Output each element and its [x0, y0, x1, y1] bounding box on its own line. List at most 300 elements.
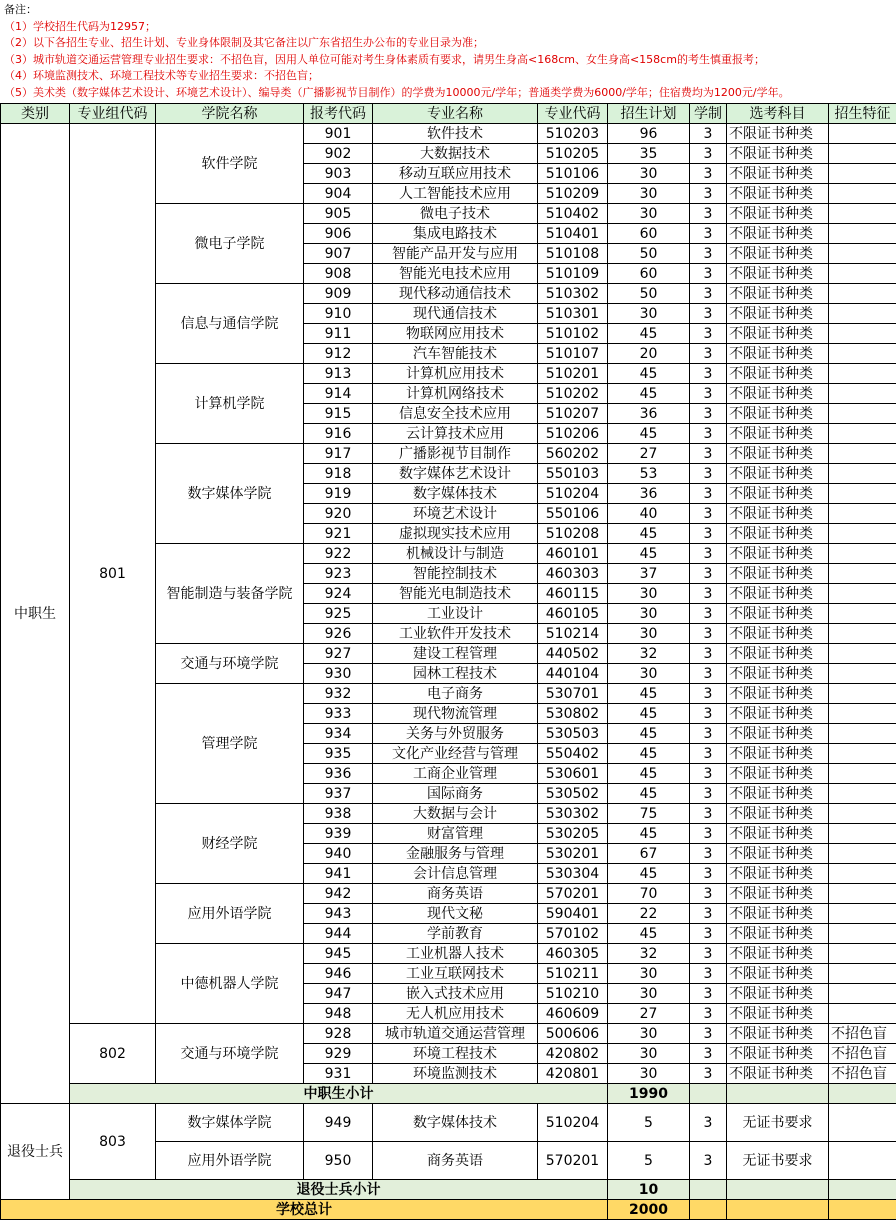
exam-code-cell: 947 [304, 984, 373, 1004]
feature-cell [829, 564, 896, 584]
years-cell: 3 [690, 804, 727, 824]
feature-cell [829, 904, 896, 924]
major-code-cell: 420801 [538, 1064, 608, 1084]
subject-cell: 不限证书种类 [727, 284, 829, 304]
plan-cell: 30 [608, 604, 690, 624]
feature-cell [829, 684, 896, 704]
subject-cell: 不限证书种类 [727, 864, 829, 884]
total-value: 2000 [608, 1200, 690, 1220]
subject-cell: 不限证书种类 [727, 304, 829, 324]
plan-cell: 30 [608, 304, 690, 324]
major-code-cell: 570201 [538, 1142, 608, 1180]
plan-cell: 22 [608, 904, 690, 924]
major-code-cell: 510401 [538, 224, 608, 244]
major-code-cell: 550103 [538, 464, 608, 484]
major-code-cell: 590401 [538, 904, 608, 924]
header-subject: 选考科目 [727, 104, 829, 124]
header-years: 学制 [690, 104, 727, 124]
years-cell: 3 [690, 324, 727, 344]
major-name-cell: 智能光电技术应用 [373, 264, 538, 284]
plan-cell: 45 [608, 824, 690, 844]
subject-cell: 不限证书种类 [727, 384, 829, 404]
subject-cell: 不限证书种类 [727, 684, 829, 704]
major-name-cell: 现代通信技术 [373, 304, 538, 324]
feature-cell [829, 864, 896, 884]
notes-section [0, 0, 896, 103]
college-cell: 软件学院 [156, 124, 304, 204]
major-name-cell: 建设工程管理 [373, 644, 538, 664]
major-name-cell: 汽车智能技术 [373, 344, 538, 364]
exam-code-cell: 936 [304, 764, 373, 784]
plan-cell: 53 [608, 464, 690, 484]
feature-cell [829, 984, 896, 1004]
plan-cell: 40 [608, 504, 690, 524]
subject-cell: 不限证书种类 [727, 804, 829, 824]
exam-code-cell: 937 [304, 784, 373, 804]
major-name-cell: 智能产品开发与应用 [373, 244, 538, 264]
major-name-cell: 微电子技术 [373, 204, 538, 224]
subject-cell: 不限证书种类 [727, 984, 829, 1004]
years-cell: 3 [690, 184, 727, 204]
exam-code-cell: 903 [304, 164, 373, 184]
exam-code-cell: 919 [304, 484, 373, 504]
years-cell: 3 [690, 904, 727, 924]
exam-code-cell: 909 [304, 284, 373, 304]
major-name-cell: 工业设计 [373, 604, 538, 624]
feature-cell [829, 464, 896, 484]
feature-cell [829, 404, 896, 424]
exam-code-cell: 948 [304, 1004, 373, 1024]
major-code-cell: 530601 [538, 764, 608, 784]
feature-cell [829, 824, 896, 844]
exam-code-cell: 928 [304, 1024, 373, 1044]
years-cell: 3 [690, 224, 727, 244]
subtotal-empty [829, 1084, 896, 1104]
total-empty [829, 1200, 896, 1220]
feature-cell [829, 644, 896, 664]
major-code-cell: 510204 [538, 484, 608, 504]
subject-cell: 无证书要求 [727, 1142, 829, 1180]
subtotal-empty [829, 1180, 896, 1200]
subject-cell: 不限证书种类 [727, 704, 829, 724]
exam-code-cell: 921 [304, 524, 373, 544]
plan-cell: 45 [608, 684, 690, 704]
feature-cell [829, 844, 896, 864]
years-cell: 3 [690, 784, 727, 804]
plan-cell: 67 [608, 844, 690, 864]
subject-cell: 不限证书种类 [727, 204, 829, 224]
years-cell: 3 [690, 1004, 727, 1024]
major-code-cell: 530503 [538, 724, 608, 744]
feature-cell [829, 764, 896, 784]
college-cell: 计算机学院 [156, 364, 304, 444]
plan-cell: 30 [608, 164, 690, 184]
exam-code-cell: 924 [304, 584, 373, 604]
header-group-code: 专业组代码 [70, 104, 156, 124]
plan-cell: 45 [608, 724, 690, 744]
major-name-cell: 工商企业管理 [373, 764, 538, 784]
years-cell: 3 [690, 264, 727, 284]
plan-cell: 30 [608, 1024, 690, 1044]
major-name-cell: 工业机器人技术 [373, 944, 538, 964]
major-code-cell: 510211 [538, 964, 608, 984]
feature-cell [829, 724, 896, 744]
major-name-cell: 虚拟现实技术应用 [373, 524, 538, 544]
plan-cell: 32 [608, 944, 690, 964]
subtotal-row [1, 1084, 896, 1104]
feature-cell [829, 524, 896, 544]
plan-cell: 30 [608, 964, 690, 984]
subject-cell: 不限证书种类 [727, 124, 829, 144]
subtotal-value: 10 [608, 1180, 690, 1200]
feature-cell [829, 1142, 896, 1180]
exam-code-cell: 935 [304, 744, 373, 764]
feature-cell [829, 584, 896, 604]
major-name-cell: 会计信息管理 [373, 864, 538, 884]
table-row [1, 1024, 896, 1044]
feature-cell [829, 184, 896, 204]
exam-code-cell: 915 [304, 404, 373, 424]
years-cell: 3 [690, 664, 727, 684]
exam-code-cell: 932 [304, 684, 373, 704]
major-code-cell: 570102 [538, 924, 608, 944]
major-code-cell: 510108 [538, 244, 608, 264]
subject-cell: 不限证书种类 [727, 464, 829, 484]
table-row [1, 124, 896, 144]
plan-cell: 30 [608, 584, 690, 604]
major-name-cell: 物联网应用技术 [373, 324, 538, 344]
subject-cell: 不限证书种类 [727, 904, 829, 924]
years-cell: 3 [690, 304, 727, 324]
years-cell: 3 [690, 584, 727, 604]
major-name-cell: 工业互联网技术 [373, 964, 538, 984]
major-code-cell: 510102 [538, 324, 608, 344]
plan-cell: 45 [608, 364, 690, 384]
subtotal-row [1, 1180, 896, 1200]
plan-cell: 35 [608, 144, 690, 164]
feature-cell [829, 244, 896, 264]
header-plan: 招生计划 [608, 104, 690, 124]
major-code-cell: 510402 [538, 204, 608, 224]
years-cell: 3 [690, 504, 727, 524]
subtotal-empty [727, 1084, 829, 1104]
major-code-cell: 510109 [538, 264, 608, 284]
years-cell: 3 [690, 1142, 727, 1180]
years-cell: 3 [690, 124, 727, 144]
years-cell: 3 [690, 684, 727, 704]
subject-cell: 不限证书种类 [727, 264, 829, 284]
major-name-cell: 商务英语 [373, 1142, 538, 1180]
exam-code-cell: 943 [304, 904, 373, 924]
major-code-cell: 440502 [538, 644, 608, 664]
years-cell: 3 [690, 1044, 727, 1064]
exam-code-cell: 946 [304, 964, 373, 984]
feature-cell [829, 344, 896, 364]
subject-cell: 不限证书种类 [727, 884, 829, 904]
plan-cell: 36 [608, 404, 690, 424]
major-name-cell: 学前教育 [373, 924, 538, 944]
subject-cell: 不限证书种类 [727, 644, 829, 664]
exam-code-cell: 918 [304, 464, 373, 484]
major-code-cell: 460105 [538, 604, 608, 624]
subject-cell: 不限证书种类 [727, 544, 829, 564]
plan-cell: 30 [608, 184, 690, 204]
major-code-cell: 510207 [538, 404, 608, 424]
plan-cell: 60 [608, 264, 690, 284]
feature-cell [829, 444, 896, 464]
header-college: 学院名称 [156, 104, 304, 124]
header-feature: 招生特征 [829, 104, 896, 124]
major-name-cell: 数字媒体艺术设计 [373, 464, 538, 484]
subject-cell: 不限证书种类 [727, 624, 829, 644]
major-code-cell: 510201 [538, 364, 608, 384]
years-cell: 3 [690, 464, 727, 484]
plan-cell: 45 [608, 384, 690, 404]
years-cell: 3 [690, 244, 727, 264]
feature-cell [829, 784, 896, 804]
major-name-cell: 计算机应用技术 [373, 364, 538, 384]
major-name-cell: 人工智能技术应用 [373, 184, 538, 204]
feature-cell [829, 704, 896, 724]
college-cell: 交通与环境学院 [156, 1024, 304, 1084]
feature-cell [829, 944, 896, 964]
exam-code-cell: 917 [304, 444, 373, 464]
exam-code-cell: 910 [304, 304, 373, 324]
subject-cell: 不限证书种类 [727, 584, 829, 604]
major-code-cell: 530205 [538, 824, 608, 844]
subject-cell: 不限证书种类 [727, 524, 829, 544]
years-cell: 3 [690, 724, 727, 744]
major-name-cell: 财富管理 [373, 824, 538, 844]
major-name-cell: 机械设计与制造 [373, 544, 538, 564]
exam-code-cell: 902 [304, 144, 373, 164]
subject-cell: 不限证书种类 [727, 224, 829, 244]
plan-cell: 45 [608, 524, 690, 544]
subject-cell: 不限证书种类 [727, 144, 829, 164]
exam-code-cell: 904 [304, 184, 373, 204]
header-major-code: 专业代码 [538, 104, 608, 124]
feature-cell [829, 964, 896, 984]
years-cell: 3 [690, 524, 727, 544]
years-cell: 3 [690, 624, 727, 644]
subject-cell: 不限证书种类 [727, 1044, 829, 1064]
major-name-cell: 智能光电制造技术 [373, 584, 538, 604]
major-name-cell: 数字媒体技术 [373, 484, 538, 504]
subject-cell: 不限证书种类 [727, 504, 829, 524]
plan-cell: 45 [608, 784, 690, 804]
years-cell: 3 [690, 884, 727, 904]
plan-cell: 75 [608, 804, 690, 824]
major-name-cell: 关务与外贸服务 [373, 724, 538, 744]
major-name-cell: 大数据技术 [373, 144, 538, 164]
exam-code-cell: 944 [304, 924, 373, 944]
subtotal-label: 中职生小计 [70, 1084, 608, 1104]
years-cell: 3 [690, 364, 727, 384]
years-cell: 3 [690, 644, 727, 664]
plan-cell: 45 [608, 864, 690, 884]
subtotal-label: 退役士兵小计 [70, 1180, 608, 1200]
subject-cell: 不限证书种类 [727, 604, 829, 624]
major-code-cell: 510210 [538, 984, 608, 1004]
major-name-cell: 城市轨道交通运营管理 [373, 1024, 538, 1044]
college-cell: 管理学院 [156, 684, 304, 804]
major-name-cell: 环境艺术设计 [373, 504, 538, 524]
plan-cell: 30 [608, 204, 690, 224]
subject-cell: 不限证书种类 [727, 364, 829, 384]
group-code-cell: 801 [70, 124, 156, 1024]
years-cell: 3 [690, 744, 727, 764]
plan-cell: 30 [608, 664, 690, 684]
subject-cell: 不限证书种类 [727, 964, 829, 984]
college-cell: 信息与通信学院 [156, 284, 304, 364]
exam-code-cell: 913 [304, 364, 373, 384]
major-name-cell: 文化产业经营与管理 [373, 744, 538, 764]
plan-cell: 27 [608, 1004, 690, 1024]
exam-code-cell: 923 [304, 564, 373, 584]
college-cell: 交通与环境学院 [156, 644, 304, 684]
plan-cell: 50 [608, 284, 690, 304]
feature-cell [829, 424, 896, 444]
group-code-cell: 803 [70, 1104, 156, 1180]
major-name-cell: 大数据与会计 [373, 804, 538, 824]
major-name-cell: 电子商务 [373, 684, 538, 704]
major-name-cell: 现代移动通信技术 [373, 284, 538, 304]
college-cell: 微电子学院 [156, 204, 304, 284]
note-line: （5）美术类（数字媒体艺术设计、环境艺术设计）、编导类（广播影视节目制作）的学费为10000元/学年；普通类学费为6000/学年；住宿费均为1200元/学年。 [4, 85, 790, 99]
major-code-cell: 550106 [538, 504, 608, 524]
years-cell: 3 [690, 164, 727, 184]
years-cell: 3 [690, 424, 727, 444]
subject-cell: 不限证书种类 [727, 784, 829, 804]
total-empty [690, 1200, 727, 1220]
plan-cell: 45 [608, 744, 690, 764]
exam-code-cell: 939 [304, 824, 373, 844]
exam-code-cell: 916 [304, 424, 373, 444]
subtotal-empty [690, 1084, 727, 1104]
major-code-cell: 460115 [538, 584, 608, 604]
feature-cell [829, 264, 896, 284]
exam-code-cell: 940 [304, 844, 373, 864]
feature-cell [829, 364, 896, 384]
feature-cell [829, 664, 896, 684]
major-code-cell: 510106 [538, 164, 608, 184]
college-cell: 数字媒体学院 [156, 444, 304, 544]
exam-code-cell: 925 [304, 604, 373, 624]
feature-cell [829, 324, 896, 344]
category-cell: 中职生 [1, 124, 70, 1104]
feature-cell [829, 484, 896, 504]
subject-cell: 不限证书种类 [727, 244, 829, 264]
subject-cell: 不限证书种类 [727, 724, 829, 744]
major-code-cell: 530201 [538, 844, 608, 864]
plan-cell: 30 [608, 1044, 690, 1064]
total-row [1, 1200, 896, 1220]
subtotal-empty [727, 1180, 829, 1200]
years-cell: 3 [690, 404, 727, 424]
plan-cell: 96 [608, 124, 690, 144]
exam-code-cell: 941 [304, 864, 373, 884]
major-name-cell: 无人机应用技术 [373, 1004, 538, 1024]
subject-cell: 不限证书种类 [727, 444, 829, 464]
years-cell: 3 [690, 564, 727, 584]
major-code-cell: 530302 [538, 804, 608, 824]
subject-cell: 不限证书种类 [727, 164, 829, 184]
college-cell: 财经学院 [156, 804, 304, 884]
subject-cell: 不限证书种类 [727, 424, 829, 444]
subject-cell: 不限证书种类 [727, 344, 829, 364]
feature-cell [829, 284, 896, 304]
plan-cell: 50 [608, 244, 690, 264]
group-code-cell: 802 [70, 1024, 156, 1084]
total-empty [727, 1200, 829, 1220]
college-cell: 应用外语学院 [156, 1142, 304, 1180]
subject-cell: 不限证书种类 [727, 564, 829, 584]
major-name-cell: 云计算技术应用 [373, 424, 538, 444]
note-line: （1）学校招生代码为12957； [4, 19, 156, 33]
plan-cell: 30 [608, 624, 690, 644]
years-cell: 3 [690, 204, 727, 224]
subject-cell: 不限证书种类 [727, 1024, 829, 1044]
major-name-cell: 信息安全技术应用 [373, 404, 538, 424]
years-cell: 3 [690, 284, 727, 304]
plan-cell: 60 [608, 224, 690, 244]
subject-cell: 不限证书种类 [727, 924, 829, 944]
major-code-cell: 530502 [538, 784, 608, 804]
major-code-cell: 460303 [538, 564, 608, 584]
plan-cell: 45 [608, 424, 690, 444]
college-cell: 智能制造与装备学院 [156, 544, 304, 644]
major-name-cell: 环境工程技术 [373, 1044, 538, 1064]
major-code-cell: 550402 [538, 744, 608, 764]
major-code-cell: 530304 [538, 864, 608, 884]
major-code-cell: 440104 [538, 664, 608, 684]
exam-code-cell: 911 [304, 324, 373, 344]
note-line: （3）城市轨道交通运营管理专业招生要求：不招色盲，因用人单位可能对考生身体素质有要求，请男生身高<168cm、女生身高<158cm的考生慎重报考； [4, 52, 765, 66]
major-code-cell: 510302 [538, 284, 608, 304]
major-name-cell: 嵌入式技术应用 [373, 984, 538, 1004]
major-code-cell: 500606 [538, 1024, 608, 1044]
years-cell: 3 [690, 484, 727, 504]
plan-cell: 45 [608, 324, 690, 344]
exam-code-cell: 950 [304, 1142, 373, 1180]
subject-cell: 无证书要求 [727, 1104, 829, 1142]
major-name-cell: 商务英语 [373, 884, 538, 904]
exam-code-cell: 938 [304, 804, 373, 824]
exam-code-cell: 945 [304, 944, 373, 964]
subject-cell: 不限证书种类 [727, 664, 829, 684]
feature-cell: 不招色盲 [829, 1064, 896, 1084]
plan-cell: 70 [608, 884, 690, 904]
major-code-cell: 510204 [538, 1104, 608, 1142]
exam-code-cell: 929 [304, 1044, 373, 1064]
years-cell: 3 [690, 444, 727, 464]
feature-cell [829, 924, 896, 944]
subject-cell: 不限证书种类 [727, 744, 829, 764]
years-cell: 3 [690, 544, 727, 564]
plan-cell: 45 [608, 764, 690, 784]
plan-cell: 20 [608, 344, 690, 364]
major-code-cell: 510209 [538, 184, 608, 204]
category-cell: 退役士兵 [1, 1104, 70, 1200]
exam-code-cell: 906 [304, 224, 373, 244]
major-name-cell: 计算机网络技术 [373, 384, 538, 404]
years-cell: 3 [690, 844, 727, 864]
feature-cell [829, 384, 896, 404]
subject-cell: 不限证书种类 [727, 324, 829, 344]
years-cell: 3 [690, 944, 727, 964]
years-cell: 3 [690, 344, 727, 364]
feature-cell [829, 1004, 896, 1024]
